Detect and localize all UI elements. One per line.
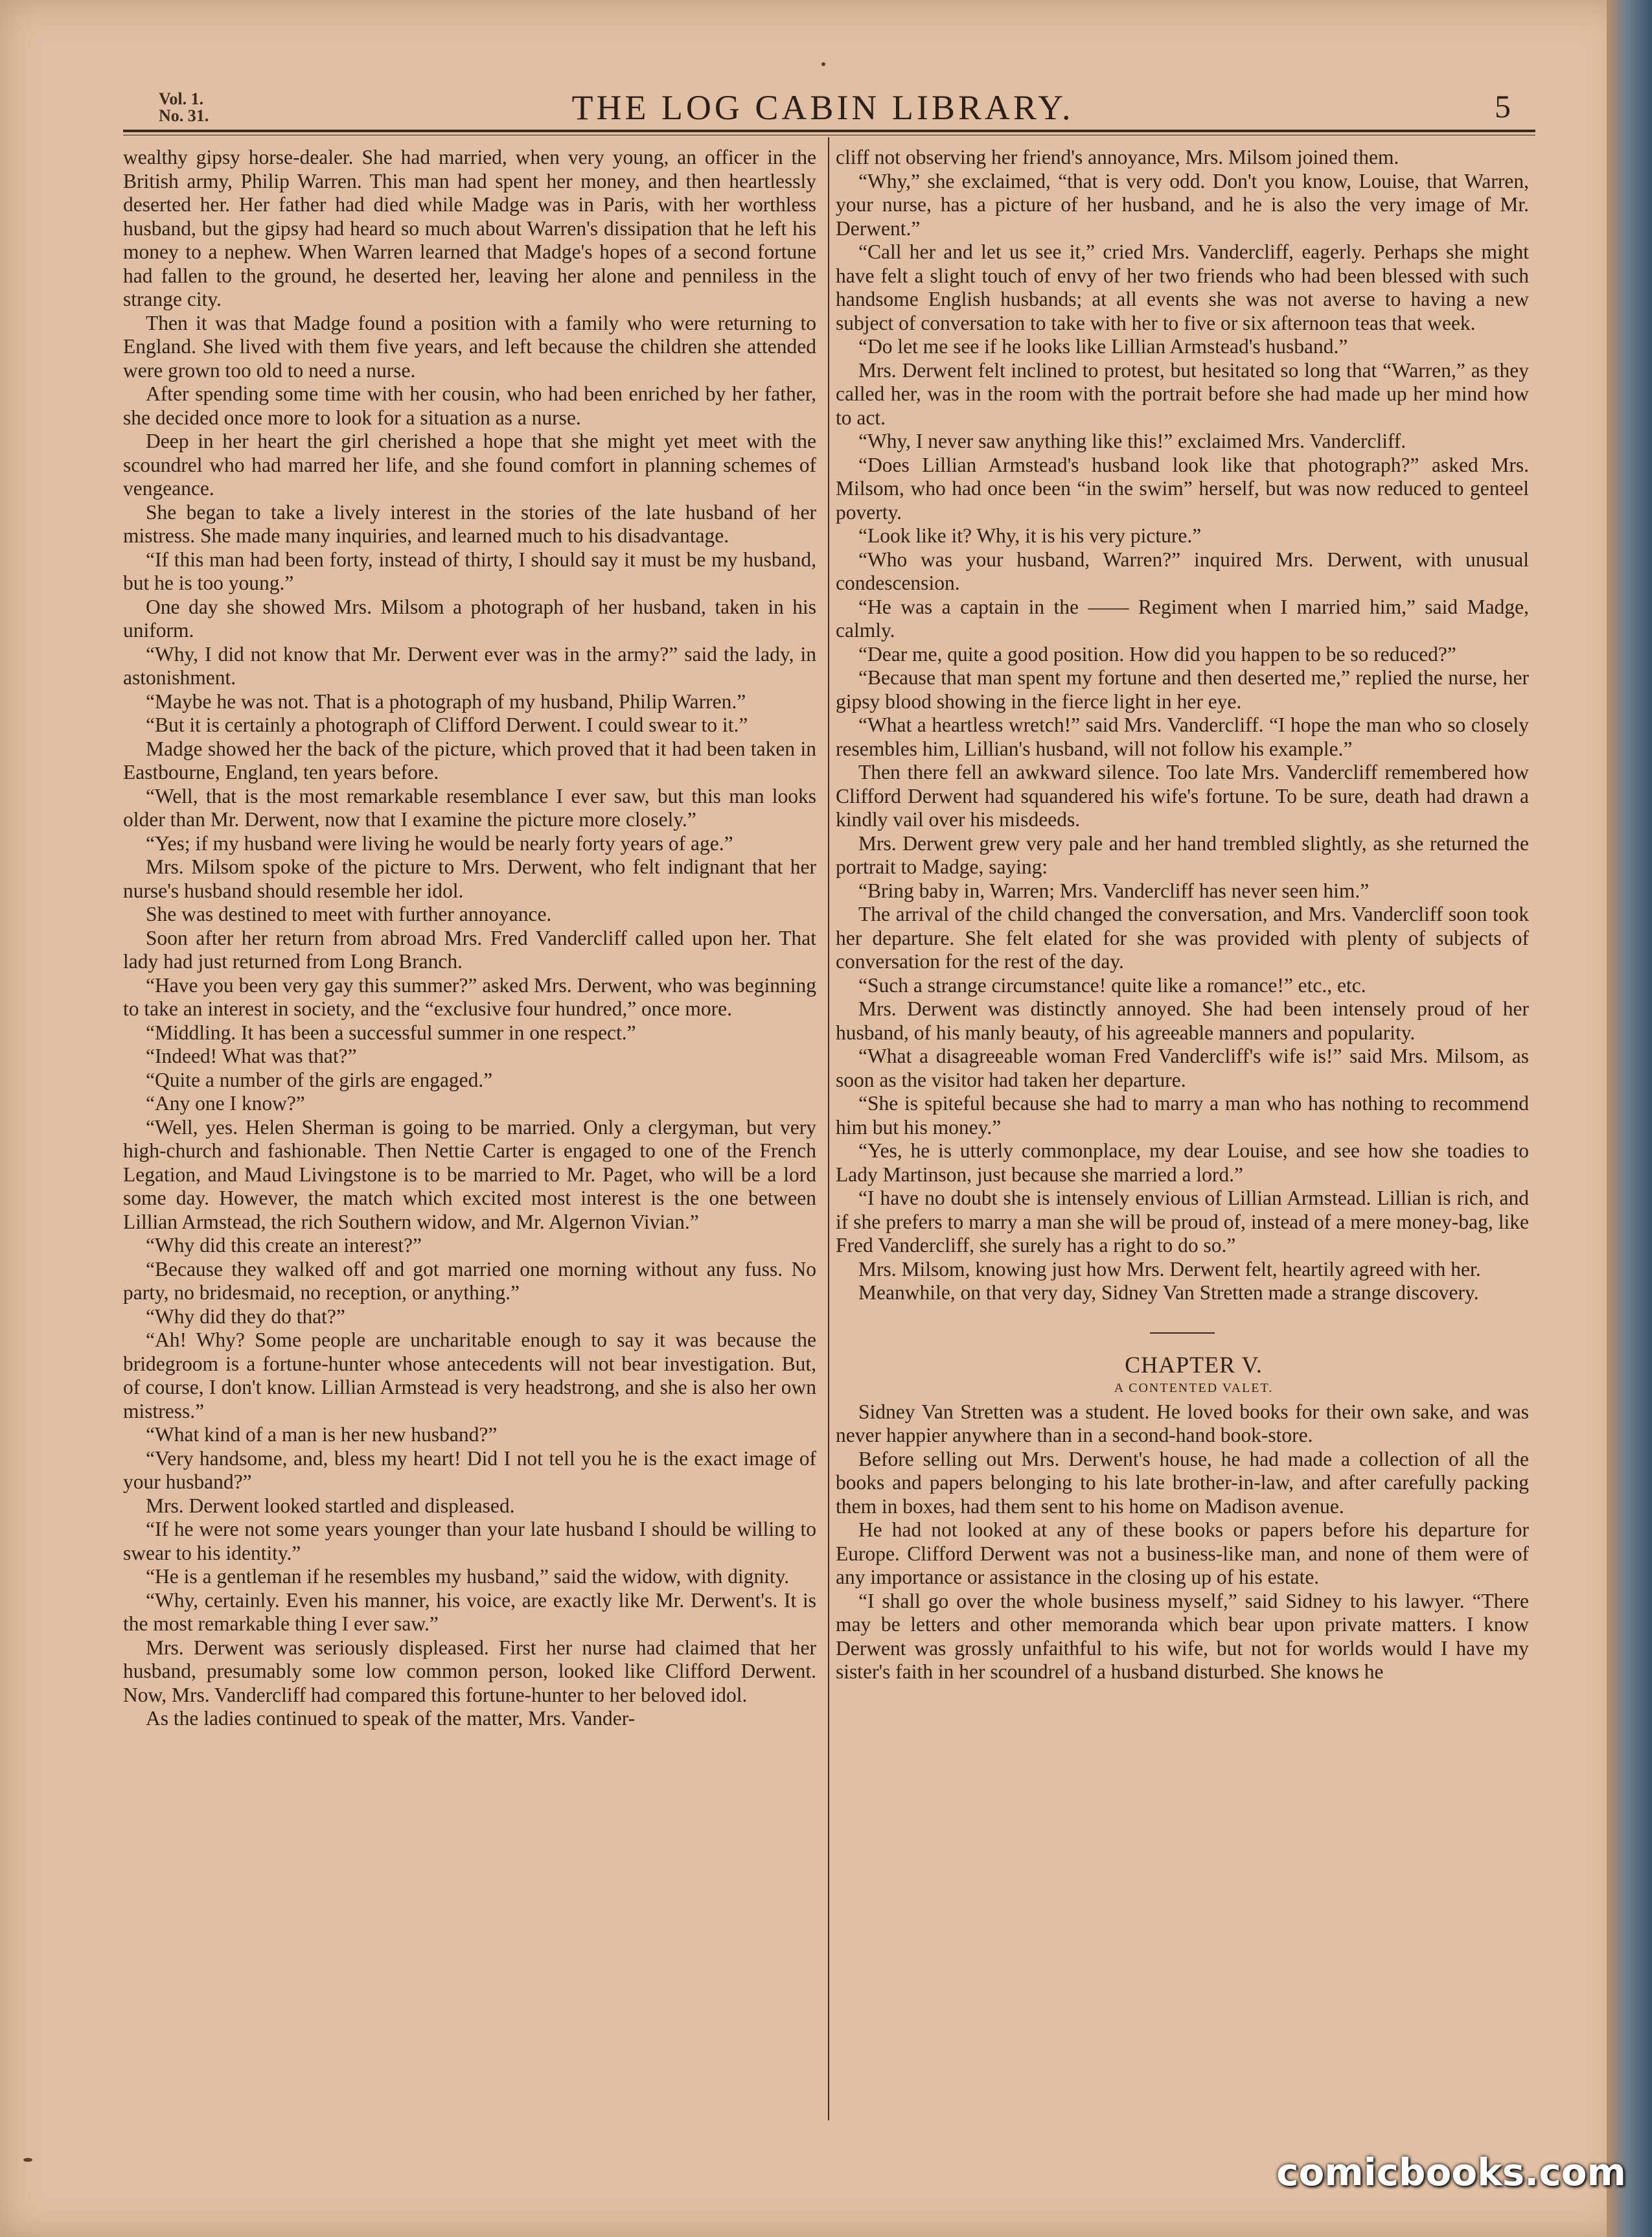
paragraph: “Why, I did not know that Mr. Derwent ever was in the army?” said the lady, in astonishment. <box>123 642 816 689</box>
paragraph: “Look like it? Why, it is his very picture.” <box>858 524 1202 547</box>
paragraph: “Why did they do that?” <box>146 1304 345 1328</box>
publication-title: THE LOG CABIN LIBRARY. <box>571 88 1074 127</box>
paragraph: Deep in her heart the girl cherished a hope that she might yet meet with the scoundrel who had marred her life, and she found comfort in planning schemes of vengeance. <box>123 430 816 500</box>
paragraph: “If this man had been forty, instead of thirty, I should say it must be my husband, but he is too young.” <box>123 548 816 594</box>
paragraph: “She is spiteful because she had to marry a man who has nothing to recommend him but his money.” <box>836 1092 1529 1139</box>
paragraph: “Do let me see if he looks like Lillian Armstead's husband.” <box>858 335 1348 358</box>
paragraph: Mrs. Milsom spoke of the picture to Mrs. Derwent, who felt indignant that her nurse's husband should resemble her idol. <box>123 855 816 902</box>
site-watermark: comicbooks.com <box>1276 2150 1626 2194</box>
paragraph: “Any one I know?” <box>146 1092 305 1115</box>
chapter-separator <box>1150 1332 1215 1334</box>
paragraph: “Why, certainly. Even his manner, his voice, are exactly like Mr. Derwent's. It is the most remarkable thing I ever saw.” <box>123 1588 816 1635</box>
page-spine-edge <box>1607 0 1652 2237</box>
paragraph: She was destined to meet with further annoyance. <box>146 903 552 925</box>
paragraph: “Quite a number of the girls are engaged.” <box>146 1068 493 1091</box>
paragraph: “Well, that is the most remarkable resemblance I ever saw, but this man looks older than Mr. Derwent, now that I examine the picture more closely.” <box>123 784 816 831</box>
volume-line: Vol. 1. <box>159 89 204 108</box>
paragraph: As the ladies continued to speak of the matter, Mrs. Vander- <box>146 1707 636 1730</box>
header-rule <box>123 130 1535 132</box>
paragraph: “Maybe he was not. That is a photograph of my husband, Philip Warren.” <box>146 690 746 713</box>
chapter-subtitle: A CONTENTED VALET. <box>1114 1381 1274 1395</box>
paragraph: “He was a captain in the —— Regiment when I married him,” said Madge, calmly. <box>836 595 1529 642</box>
paragraph: Madge showed her the back of the picture, which proved that it had been taken in Eastbourne, England, ten years before. <box>123 737 816 783</box>
paragraph: “Who was your husband, Warren?” inquired Mrs. Derwent, with unusual condescension. <box>836 548 1529 594</box>
paragraph: Mrs. Derwent was distinctly annoyed. She had been intensely proud of her husband, of his manly beauty, of his agreeable manners and popularity. <box>836 997 1529 1044</box>
paragraph: “Very handsome, and, bless my heart! Did I not tell you he is the exact image of your husband?” <box>123 1446 816 1493</box>
paragraph: wealthy gipsy horse-dealer. She had married, when very young, an officer in the British army, Philip Warren. This man had spent her money, and then heartlessly deserted her. Her father had died while Madge was in Paris, with her worthless husband, but the gipsy had heard so much about Warren's dissipation that he left his money to a nephew. When Warren learned that Madge's hopes of a second fortune had fallen to the ground, he deserted her, leaving her alone and penniless in the strange city. <box>123 146 816 310</box>
paragraph: “Does Lillian Armstead's husband look like that photograph?” asked Mrs. Milsom, who had once been “in the swim” herself, but was now reduced to genteel poverty. <box>836 453 1529 524</box>
paragraph: “Middling. It has been a successful summer in one respect.” <box>146 1021 636 1044</box>
paragraph: “Yes, he is utterly commonplace, my dear Louise, and see how she toadies to Lady Martinson, just because she married a lord.” <box>836 1139 1529 1186</box>
paragraph: The arrival of the child changed the conversation, and Mrs. Vandercliff soon took her departure. She felt elated for she was provided with plenty of subjects of conversation for the rest of the day. <box>836 903 1529 973</box>
paragraph: “I have no doubt she is intensely envious of Lillian Armstead. Lillian is rich, and if she prefers to marry a man she will be proud of, instead of a mere money-bag, like Fred Vandercliff, she surely has a right to do so.” <box>836 1187 1529 1257</box>
chapter-text <box>836 1400 1529 1684</box>
column-divider <box>828 137 829 2120</box>
paragraph: Mrs. Derwent looked startled and displeased. <box>146 1494 515 1517</box>
paragraph: Meanwhile, on that very day, Sidney Van Stretten made a strange discovery. <box>858 1281 1479 1304</box>
paragraph: “Yes; if my husband were living he would be nearly forty years of age.” <box>146 831 733 855</box>
page-number: 5 <box>1495 88 1511 124</box>
paragraph: She began to take a lively interest in the stories of the late husband of her mistress. She made many inquiries, and learned much to his disadvantage. <box>123 500 816 547</box>
page-blemish <box>821 62 825 66</box>
paragraph: “What a heartless wretch!” said Mrs. Vandercliff. “I hope the man who so closely resembles him, Lillian's husband, will not follow his example.” <box>836 713 1529 760</box>
chapter-title: CHAPTER V. <box>1125 1351 1263 1378</box>
paragraph: Then there fell an awkward silence. Too late Mrs. Vandercliff remembered how Clifford Derwent had squandered his wife's fortune. To be sure, death had drawn a kindly vail over his misdeeds. <box>836 761 1529 831</box>
paragraph: “Indeed! What was that?” <box>146 1045 357 1067</box>
paragraph: “Have you been very gay this summer?” asked Mrs. Derwent, who was beginning to take an interest in society, and the “exclusive four hundred,” once more. <box>123 973 816 1020</box>
paragraph: “Dear me, quite a good position. How did you happen to be so reduced?” <box>858 642 1456 666</box>
paragraph: “Call her and let us see it,” cried Mrs. Vandercliff, eagerly. Perhaps she might have felt a slight touch of envy of her two friends who had been blessed with such handsome English husbands; at all events she was not averse to having a new subject of conversation to take with her to five or six afternoon teas that week. <box>836 240 1529 334</box>
right-column <box>836 146 1529 1684</box>
number-line: No. 31. <box>159 106 209 125</box>
paragraph: One day she showed Mrs. Milsom a photograph of her husband, taken in his uniform. <box>123 595 816 642</box>
paragraph: “Bring baby in, Warren; Mrs. Vandercliff has never seen him.” <box>858 879 1370 902</box>
paragraph: Mrs. Milsom, knowing just how Mrs. Derwent felt, heartily agreed with her. <box>858 1257 1481 1281</box>
paragraph: Then it was that Madge found a position with a family who were returning to England. She lived with them five years, and left because the children she attended were grown too old to need a nurse. <box>123 311 816 382</box>
page-header <box>123 84 1522 136</box>
paragraph: “Such a strange circumstance! quite like a romance!” etc., etc. <box>858 973 1366 997</box>
paragraph: Before selling out Mrs. Derwent's house, he had made a collection of all the books and papers belonging to his late brother-in-law, and after carefully packing them in boxes, had them sent to his home on Madison avenue. <box>836 1447 1529 1518</box>
paragraph: Mrs. Derwent was seriously displeased. First her nurse had claimed that her husband, presumably some low common person, looked like Clifford Derwent. Now, Mrs. Vandercliff had compared this fortune-hunter to her beloved idol. <box>123 1636 816 1706</box>
page-blemish <box>23 2158 32 2162</box>
paragraph: “Why,” she exclaimed, “that is very odd. Don't you know, Louise, that Warren, your nurse, has a picture of her husband, and he is also the very image of Mr. Derwent.” <box>836 169 1529 240</box>
paragraph: Soon after her return from abroad Mrs. Fred Vandercliff called upon her. That lady had just returned from Long Branch. <box>123 926 816 973</box>
paragraph: cliff not observing her friend's annoyance, Mrs. Milsom joined them. <box>836 146 1399 168</box>
paragraph: Mrs. Derwent grew very pale and her hand trembled slightly, as she returned the portrait to Madge, saying: <box>836 831 1529 878</box>
paragraph: “What kind of a man is her new husband?” <box>146 1423 498 1446</box>
paragraph: After spending some time with her cousin, who had been enriched by her father, she decided once more to look for a situation as a nurse. <box>123 382 816 429</box>
right-column-text <box>836 146 1529 1305</box>
paragraph: “He is a gentleman if he resembles my husband,” said the widow, with dignity. <box>146 1565 790 1588</box>
paragraph: “Because they walked off and got married one morning without any fuss. No party, no bridesmaid, no reception, or anything.” <box>123 1257 816 1304</box>
left-column <box>123 146 816 1731</box>
paragraph: “Because that man spent my fortune and then deserted me,” replied the nurse, her gipsy blood showing in the fierce light in her eye. <box>836 666 1529 713</box>
paragraph: Sidney Van Stretten was a student. He loved books for their own sake, and was never happier anywhere than in a second-hand book-store. <box>836 1400 1529 1446</box>
paragraph: “What a disagreeable woman Fred Vandercliff's wife is!” said Mrs. Milsom, as soon as the visitor had taken her departure. <box>836 1045 1529 1091</box>
paragraph: “But it is certainly a photograph of Clifford Derwent. I could swear to it.” <box>146 713 748 736</box>
paragraph: Mrs. Derwent felt inclined to protest, but hesitated so long that “Warren,” as they called her, was in the room with the portrait before she had made up her mind how to act. <box>836 358 1529 429</box>
paragraph: “Why, I never saw anything like this!” exclaimed Mrs. Vandercliff. <box>858 430 1406 452</box>
paragraph: “I shall go over the whole business myself,” said Sidney to his lawyer. “There may be letters and other memoranda which bear upon private matters. I know Derwent was grossly unfaithful to his wife, but not for worlds would I have my sister's faith in her scoundrel of a husband disturbed. She knows he <box>836 1589 1529 1683</box>
paragraph: “Why did this create an interest?” <box>146 1234 422 1257</box>
paragraph: He had not looked at any of these books or papers before his departure for Europe. Clifford Derwent was not a business-like man, and none of them were of any importance or assistance in the closing up of his estate. <box>836 1518 1529 1588</box>
paragraph: “If he were not some years younger than your late husband I should be willing to swear to his identity.” <box>123 1518 816 1564</box>
paragraph: “Ah! Why? Some people are uncharitable enough to say it was because the bridegroom is a fortune-hunter whose antecedents will not bear investigation. But, of course, I don't know. Lillian Armstead is very headstrong, and she is also her own mistress.” <box>123 1328 816 1422</box>
paragraph: “Well, yes. Helen Sherman is going to be married. Only a clergyman, but very high-church and fashionable. Then Nettie Carter is engaged to one of the French Legation, and Maud Livingstone is to be married to Mr. Paget, who will be a lord some day. However, the match which excited most interest is the one between Lillian Armstead, the rich Southern widow, and Mr. Algernon Vivian.” <box>123 1115 816 1233</box>
